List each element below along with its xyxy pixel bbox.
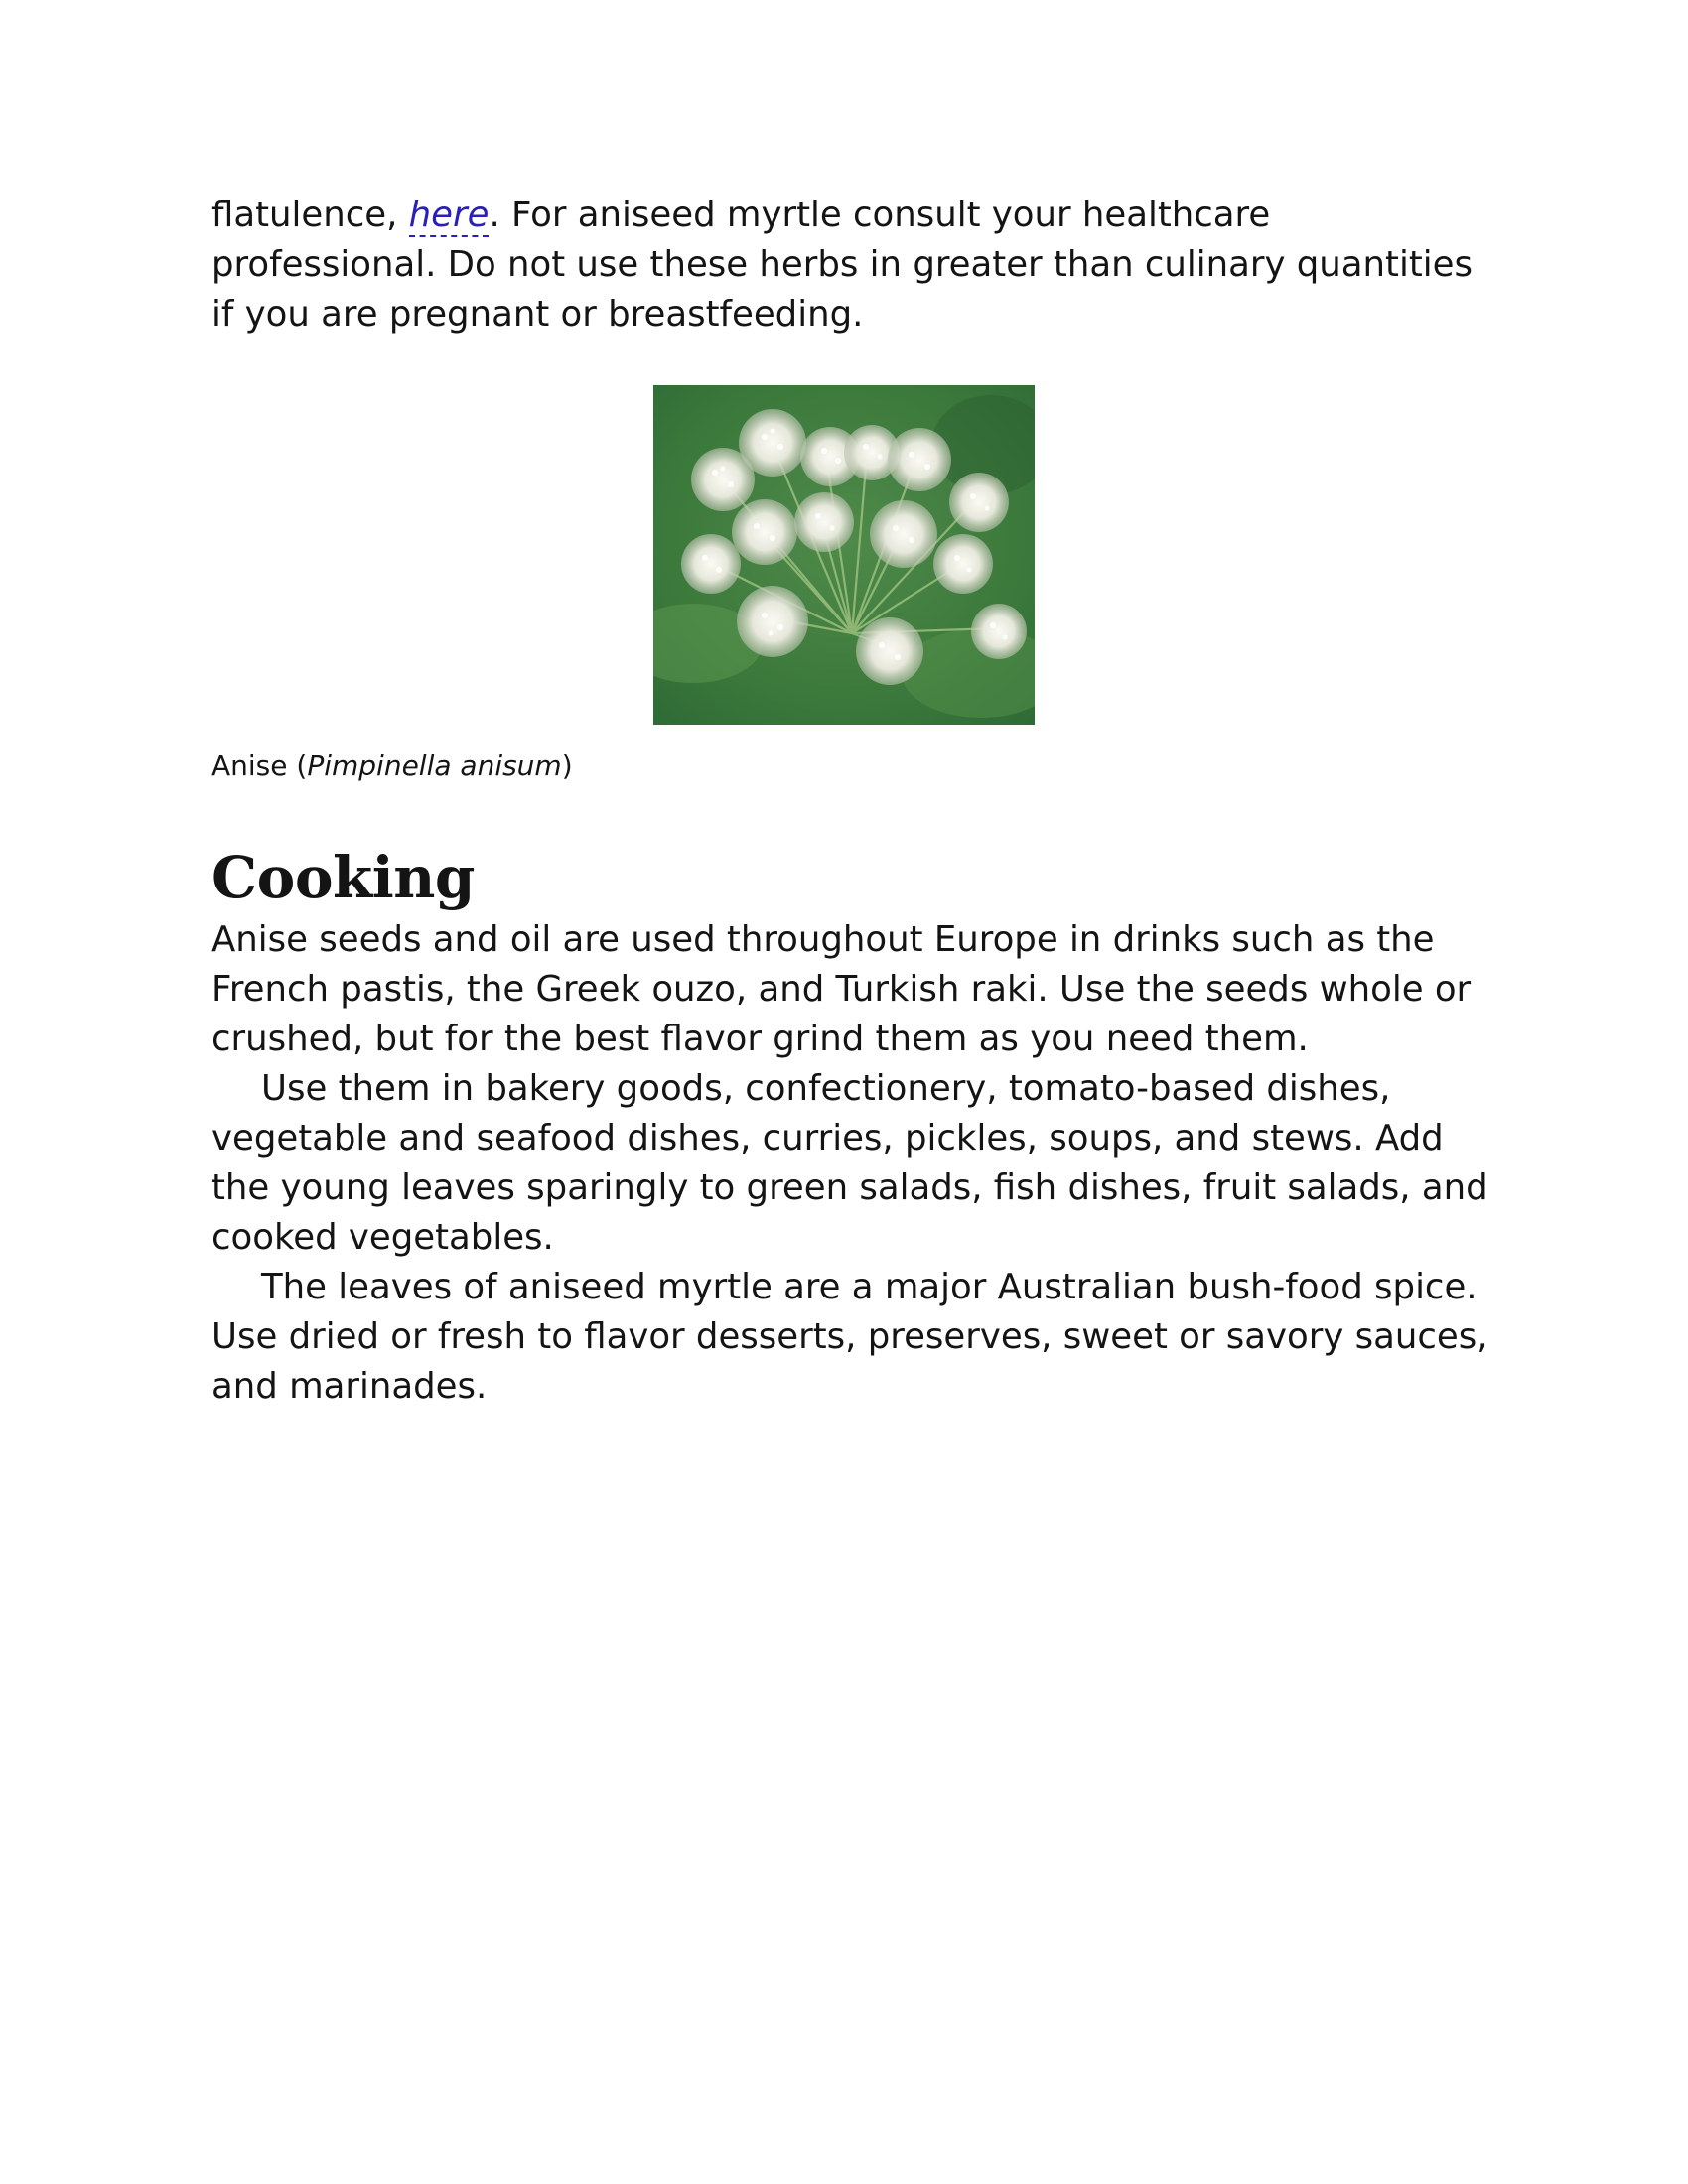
intro-paragraph (211, 191, 1492, 340)
figure-caption (211, 749, 1492, 784)
intro-text-before-link: flatulence, (211, 195, 409, 235)
intro-text-after-link: . For aniseed myrtle consult your healthcare professional. Do not use these herbs in greater than culinary quantities if you are pregnant or breastfeeding. (211, 195, 1473, 335)
cooking-paragraph-3: The leaves of aniseed myrtle are a major Australian bush-food spice. Use dried or fresh to flavor desserts, preserves, sweet or savory sauces, and marinades. (211, 1267, 1488, 1407)
caption-species-name: Pimpinella anisum (307, 750, 562, 782)
caption-suffix: ) (561, 750, 573, 782)
here-link[interactable]: here (408, 195, 490, 235)
cooking-paragraph-2: Use them in bakery goods, confectionery, tomato-based dishes, vegetable and seafood dishes, curries, pickles, soups, and stews. Add the young leaves sparingly to green salads, fish dishes, fruit salads, and cooked vegetables. (211, 1068, 1488, 1258)
caption-prefix: Anise ( (211, 750, 308, 782)
anise-flower-photo (653, 385, 1035, 725)
page-content (211, 191, 1492, 1412)
cooking-paragraph-1: Anise seeds and oil are used throughout Europe in drinks such as the French pastis, the Greek ouzo, and Turkish raki. Use the seeds whole or crushed, but for the best flavor grind them as you need them. (211, 919, 1472, 1059)
cooking-heading: Cooking (211, 844, 475, 911)
anise-figure (211, 385, 1492, 784)
